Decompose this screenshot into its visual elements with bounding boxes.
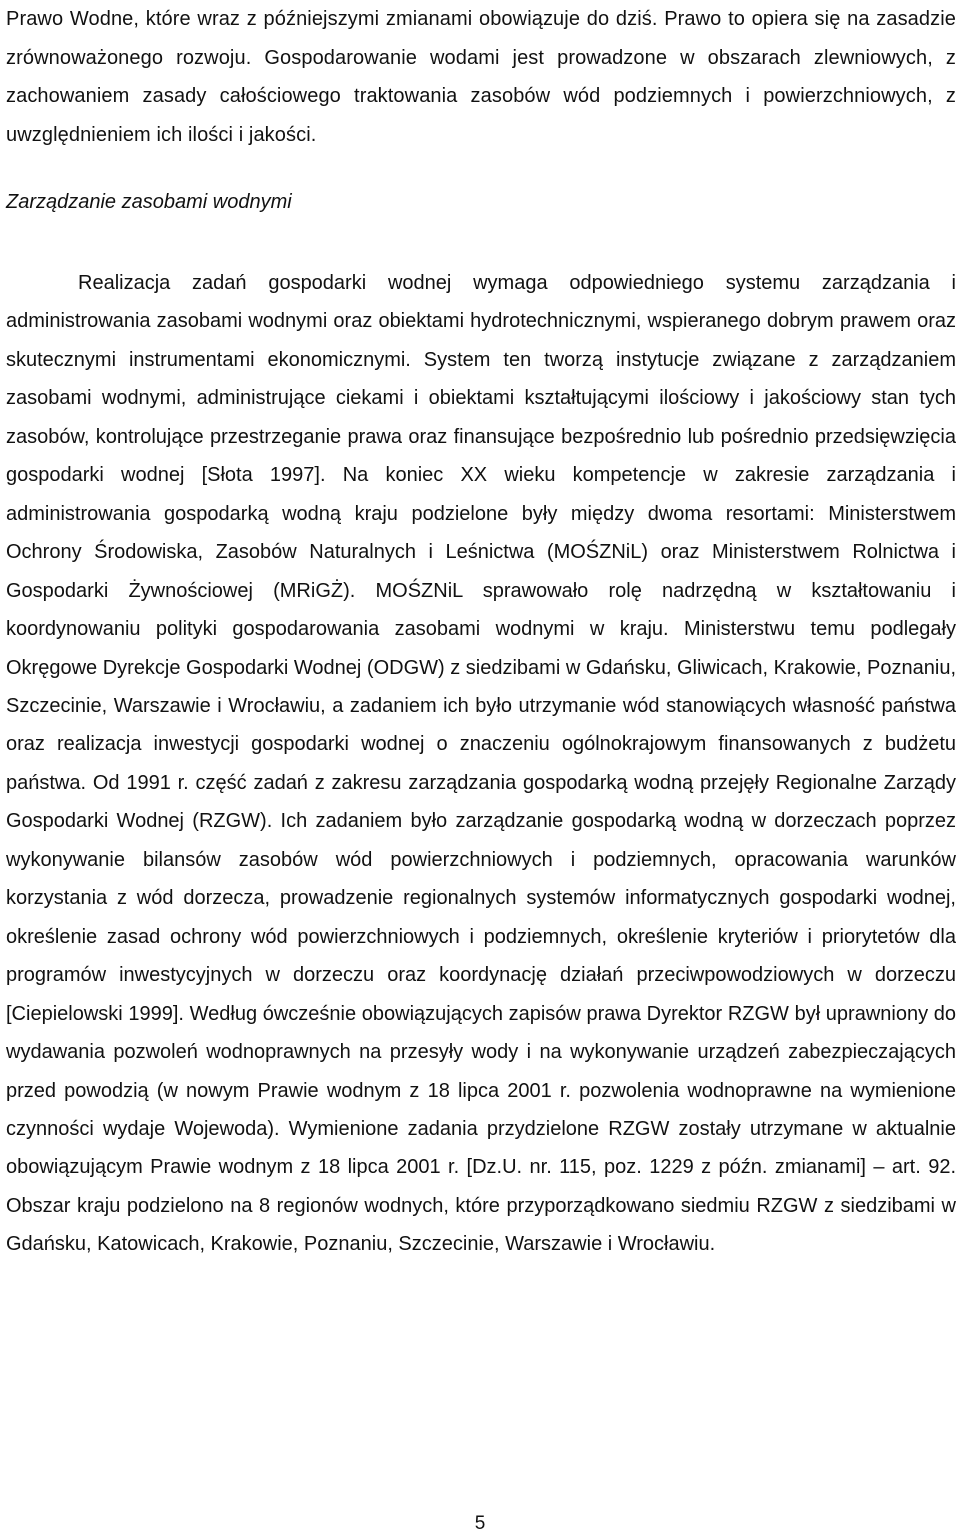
body-paragraph-intro: Prawo Wodne, które wraz z późniejszymi zmianami obowiązuje do dziś. Prawo to opiera się na zasadzie zrównoważonego rozwoju. Gospodarowanie wodami jest prowadzone w obszarach zlewniowych, z zachowaniem zasady całościowego traktowania zasobów wód podziemnych i powierzchniowych, z uwzględnieniem ich ilości i jakości. — [6, 8, 956, 146]
page-number: 5 — [474, 1513, 486, 1534]
section-heading: Zarządzanie zasobami wodnymi — [6, 191, 292, 213]
document-page — [6, 0, 956, 1256]
body-paragraph-main: Realizacja zadań gospodarki wodnej wymaga odpowiedniego systemu zarządzania i administrowania zasobami wodnymi oraz obiektami hydrotechnicznymi, wspieranego dobrym prawem oraz skutecznymi instrumentami ekonomicznymi. System ten tworzą instytucje związane z zarządzaniem zasobami wodnymi, administrujące ciekami i obiektami kształtującymi ilościowy i jakościowy stan tych zasobów, kontrolujące przestrzeganie prawa oraz finansujące bezpośrednio lub pośrednio przedsięwzięcia gospodarki wodnej [Słota 1997]. Na koniec XX wieku kompetencje w zakresie zarządzania i administrowania gospodarką wodną kraju podzielone były między dwoma resortami: Ministerstwem Ochrony Środowiska, Zasobów Naturalnych i Leśnictwa (MOŚZNiL) oraz Ministerstwem Rolnictwa i Gospodarki Żywnościowej (MRiGŻ). MOŚZNiL sprawowało rolę nadrzędną w kształtowaniu i koordynowaniu polityki gospodarowania zasobami wodnymi w kraju. Ministerstwu temu podlegały Okręgowe Dyrekcje Gospodarki Wodnej (ODGW) z siedzibami w Gdańsku, Gliwicach, Krakowie, Poznaniu, Szczecinie, Warszawie i Wrocławiu, a zadaniem ich było utrzymanie wód stanowiących własność państwa oraz realizacja inwestycji gospodarki wodnej o znaczeniu ogólnokrajowym finansowanych z budżetu państwa. Od 1991 r. część zadań z zakresu zarządzania gospodarką wodną przejęły Regionalne Zarządy Gospodarki Wodnej (RZGW). Ich zadaniem było zarządzanie gospodarką wodną w dorzeczach poprzez wykonywanie bilansów zasobów wód powierzchniowych i podziemnych, opracowania warunków korzystania z wód dorzecza, prowadzenie regionalnych systemów informatycznych gospodarki wodnej, określenie zasad ochrony wód powierzchniowych i podziemnych, określenie kryteriów i priorytetów dla programów inwestycyjnych w dorzeczu oraz koordynację działań przeciwpowodziowych w dorzeczu [Ciepielowski 1999]. Według ówcześnie obowiązujących zapisów prawa Dyrektor RZGW był uprawniony do wydawania pozwoleń wodnoprawnych na przesyły wody i na wykonywanie urządzeń zabezpieczających przed powodzią (w nowym Prawie wodnym z 18 lipca 2001 r. pozwolenia wodnoprawne na wymienione czynności wydaje Wojewoda). Wymienione zadania przydzielone RZGW zostały utrzymane w aktualnie obowiązującym Prawie wodnym z 18 lipca 2001 r. [Dz.U. nr. 115, poz. 1229 z późn. zmianami] – art. 92. Obszar kraju podzielono na 8 regionów wodnych, które przyporządkowano siedmiu RZGW z siedzibami w Gdańsku, Katowicach, Krakowie, Poznaniu, Szczecinie, Warszawie i Wrocławiu. — [6, 272, 956, 1256]
